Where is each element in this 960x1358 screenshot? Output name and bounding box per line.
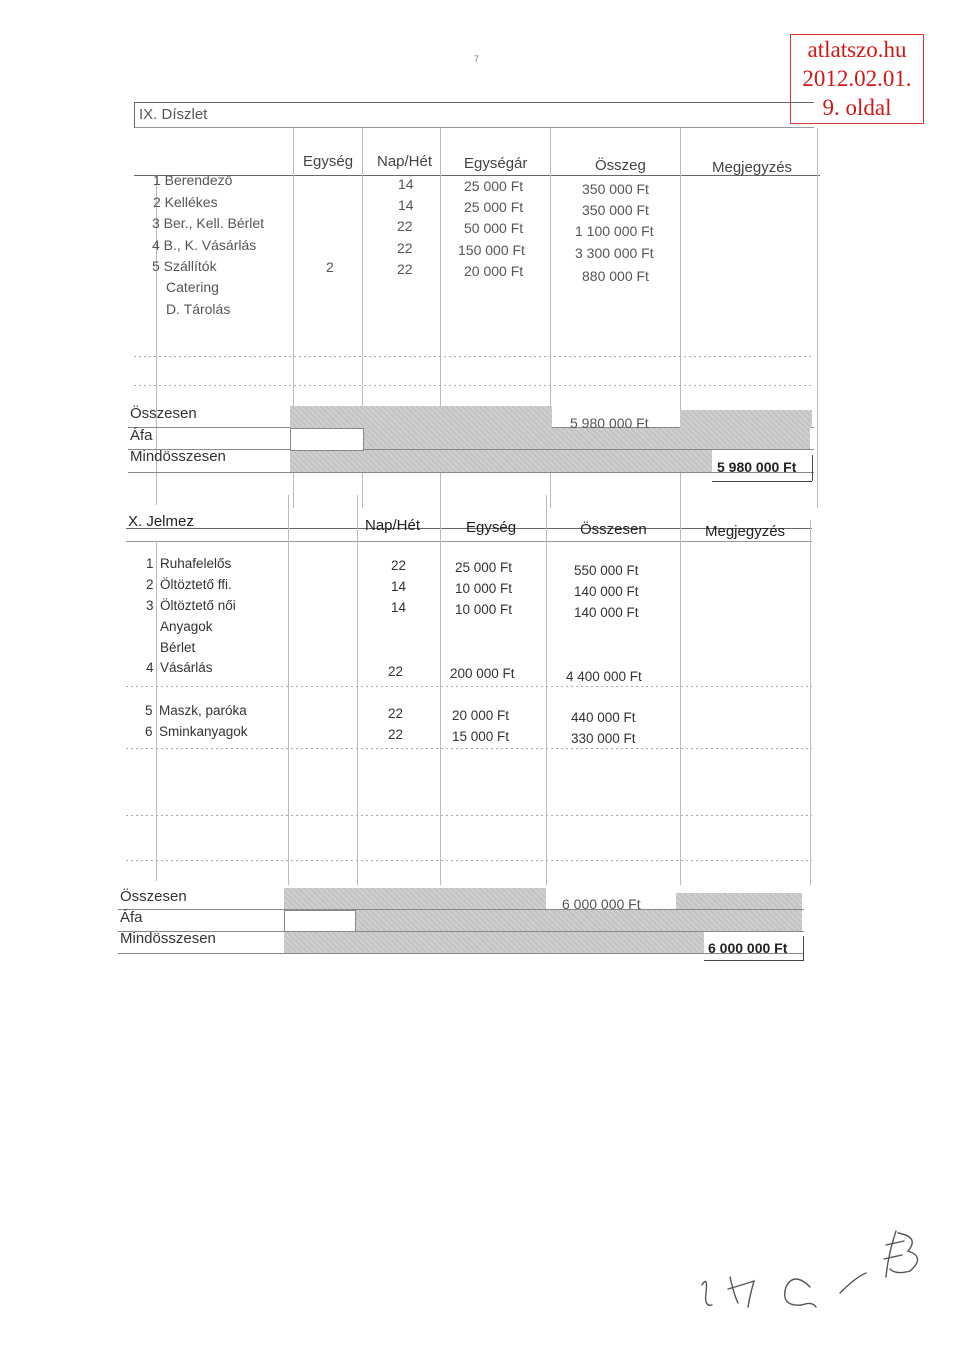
stamp-line-1: atlatszo.hu [807,37,907,62]
summary-osszesen-value: 5 980 000 Ft [570,415,649,431]
row-nap: 22 [397,261,413,277]
summary-mindosszesen-label: Mindösszesen [130,448,226,465]
row-ar: 25 000 Ft [464,178,524,194]
row-label: Maszk, paróka [159,703,247,718]
header-megjegyzes: Megjegyzés [712,159,793,176]
summary-mindosszesen-value: 6 000 000 Ft [708,940,788,956]
section-title: IX. Díszlet [139,106,208,123]
summary-afa-label: Áfa [120,909,143,926]
row-nap: 22 [397,218,413,234]
page-number: 7 [474,54,480,64]
row-number: 1 [146,556,154,571]
header-nap-het: Nap/Hét [365,517,421,534]
row-label: 2 Kellékes [153,194,218,210]
row-osszesen: 440 000 Ft [571,710,636,725]
row-nap: 22 [388,664,404,679]
row-label: 4 B., K. Vásárlás [152,237,257,253]
header-egyseg: Egység [466,519,517,536]
row-osszesen: 140 000 Ft [574,605,639,620]
row-nap: 22 [391,558,407,573]
row-osszeg: 350 000 Ft [582,181,649,197]
row-number: 2 [146,577,154,592]
row-egyseg: 10 000 Ft [455,581,513,596]
row-nap: 14 [398,176,414,192]
header-osszeg: Összeg [595,157,646,174]
row-number: 4 [146,660,154,675]
row-osszesen: 550 000 Ft [574,563,639,578]
row-number: 5 [145,703,153,718]
row-nap: 14 [398,197,414,213]
row-osszeg: 1 100 000 Ft [575,223,654,239]
row-osszeg: 880 000 Ft [582,268,649,284]
handwritten-signature [690,1215,940,1325]
row-ar: 25 000 Ft [464,199,524,215]
row-egyseg: 10 000 Ft [455,602,513,617]
row-osszesen: 140 000 Ft [574,584,639,599]
header-megjegyzes: Megjegyzés [705,523,786,540]
stamp-line-2: 2012.02.01. [802,66,912,91]
row-label: Ruhafelelős [160,556,232,571]
row-egyseg: 200 000 Ft [450,666,515,681]
summary-osszesen-value: 6 000 000 Ft [562,896,641,912]
row-number: 3 [146,598,154,613]
row-label: 1 Berendező [153,172,233,188]
section-title: X. Jelmez [128,513,194,530]
row-egyseg: 15 000 Ft [452,729,510,744]
summary-osszesen-label: Összesen [130,405,197,422]
row-nap: 22 [388,727,404,742]
row-label: Sminkanyagok [159,724,248,739]
row-osszeg: 3 300 000 Ft [575,245,654,261]
row-nap: 14 [391,600,407,615]
row-egyseg: 2 [326,259,334,275]
row-label: Vásárlás [160,660,213,675]
row-nap: 14 [391,579,407,594]
summary-afa-label: Áfa [130,427,153,444]
row-label: D. Tárolás [166,301,231,317]
row-osszeg: 350 000 Ft [582,202,649,218]
row-label: Öltöztető ffi. [160,577,232,592]
row-label: 5 Szállítók [152,258,217,274]
row-osszesen: 330 000 Ft [571,731,636,746]
row-label: Öltöztető női [160,598,236,613]
row-nap: 22 [388,706,404,721]
row-nap: 22 [397,240,413,256]
header-egysegar: Egységár [464,155,528,172]
summary-mindosszesen-label: Mindösszesen [120,930,216,947]
atlatszo-stamp [790,34,924,124]
row-label: Catering [166,279,219,295]
row-label: 3 Ber., Kell. Bérlet [152,215,265,231]
stamp-line-3: 9. oldal [822,95,892,120]
row-label: Anyagok [160,619,213,634]
summary-osszesen-label: Összesen [120,888,187,905]
header-osszesen: Összesen [580,521,647,538]
summary-mindosszesen-value: 5 980 000 Ft [717,459,797,475]
row-label: Bérlet [160,640,196,655]
row-ar: 50 000 Ft [464,220,524,236]
row-ar: 150 000 Ft [458,242,525,258]
header-egyseg: Egység [303,153,354,170]
row-ar: 20 000 Ft [464,263,524,279]
row-osszesen: 4 400 000 Ft [566,669,642,684]
row-number: 6 [145,724,153,739]
row-egyseg: 20 000 Ft [452,708,510,723]
header-nap-het: Nap/Hét [377,153,433,170]
row-egyseg: 25 000 Ft [455,560,513,575]
